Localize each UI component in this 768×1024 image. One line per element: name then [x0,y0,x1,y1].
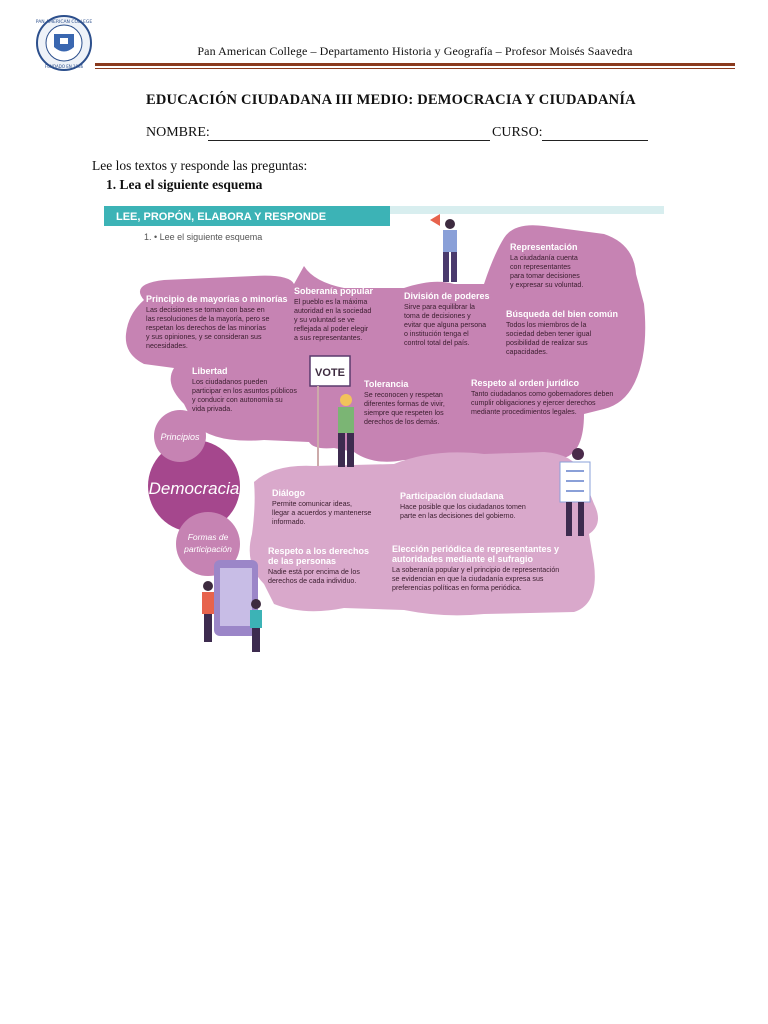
name-field-line[interactable] [208,140,490,141]
scheme-block-line: Permite comunicar ideas, [272,500,353,508]
question-1: 1. Lea el siguiente esquema [106,177,263,192]
scheme-block-line: Sirve para equilibrar la [404,303,475,311]
scheme-block-title: Búsqueda del bien común [506,309,619,319]
scheme-block-line: diferentes formas de vivir, [364,400,445,408]
scheme-block-line: reflejada al poder elegir [294,325,369,333]
democracy-label: Democracia [148,479,240,498]
scheme-block-line: derechos de los demás. [364,418,440,426]
step-text: 1. • Lee el siguiente esquema [144,232,263,242]
scheme-block-line: y expresar su voluntad. [510,281,584,289]
banner-text: LEE, PROPÓN, ELABORA Y RESPONDE [116,211,327,223]
forms-label-1: Formas de [187,532,229,542]
scheme-block-line: las resoluciones de la mayoría, pero se [146,315,270,323]
scheme-block-line: sociedad deben tener igual [506,330,592,338]
scheme-block-line: Todos los miembros de la [506,321,587,329]
scheme-block-line: con representantes [510,263,571,271]
scheme-block-line: preferencias políticas en forma periódica. [392,584,522,592]
scheme-block-line: Nadie está por encima de los [268,568,360,576]
name-label: NOMBRE: [146,125,210,140]
scheme-block-title: Tolerancia [364,379,409,389]
scheme-block-line: derechos de cada individuo. [268,577,357,585]
name-course-row [146,125,656,145]
college-logo [34,14,94,72]
header-text: Pan American College – Departamento Historia y Geografía – Profesor Moisés Saavedra [197,44,633,58]
scheme-block-line: respetan los derechos de las minorías [146,324,266,332]
scheme-block-line: parte en las decisiones del gobierno. [400,512,516,520]
scheme-block-title: Principio de mayorías o minorías [146,294,288,304]
scheme-block-line: se evidencian en que la ciudadanía expresa sus [392,575,544,583]
scheme-block-title: Participación ciudadana [400,491,504,501]
scheme-block-line: Se reconocen y respetan [364,391,443,399]
header-rule [95,63,735,66]
forms-label-2: participación [184,544,232,554]
scheme-block-title: Soberanía popular [294,286,374,296]
scheme-block-line: evitar que alguna persona [404,321,487,329]
scheme-block-line: La soberanía popular y el principio de representación [392,566,560,574]
scheme-block-line: llegar a acuerdos y mantenerse [272,509,372,517]
scheme-block-line: posibilidad de realizar sus [506,339,588,347]
scheme-block-line: cumplir obligaciones y ejercer derechos [471,399,596,407]
scheme-block-line: toma de decisiones y [404,312,471,320]
scheme-block-line: vida privada. [192,405,233,413]
scheme-block-line: La ciudadanía cuenta [510,254,578,262]
scheme-block-line: y conducir con autonomía su [192,396,283,404]
scheme-block-line: control total del país. [404,339,470,347]
scheme-block-line: siempre que respeten los [364,409,444,417]
header-rule-thin [95,68,735,69]
scheme-block-title: División de poderes [404,291,490,301]
scheme-block-line: El pueblo es la máxima [294,298,368,306]
scheme-block-title: autoridades mediante el sufragio [392,554,534,564]
scheme-block-line: y su voluntad se ve [294,316,355,324]
scheme-block-line: informado. [272,518,306,526]
vote-sign-text: VOTE [315,367,345,379]
scheme-block-line: participar en los asuntos públicos [192,387,297,395]
scheme-block-line: y sus opiniones, y se consideran sus [146,333,262,341]
scheme-block-title: Elección periódica de representantes y [392,544,560,554]
scheme-block-line: autoridad en la sociedad [294,307,372,315]
scheme-block-line: mediante procedimientos legales. [471,408,577,416]
course-label: CURSO: [492,125,543,140]
scheme-block-title: Representación [510,242,578,252]
scheme-block-line: a sus representantes. [294,334,363,342]
scheme-block-line: capacidades. [506,348,548,356]
scheme-block-line: Hace posible que los ciudadanos tomen [400,503,526,511]
course-field-line[interactable] [542,140,648,141]
scheme-block-line: para tomar decisiones [510,272,580,280]
scheme-svg [104,204,664,654]
principles-label: Principios [160,432,200,442]
banner-stripe [390,206,664,214]
scheme-block-title: Respeto a los derechos [268,546,370,556]
person-megaphone-illustration [430,214,457,282]
page-title: EDUCACIÓN CIUDADANA III MEDIO: DEMOCRACIA Y CIUDADANÍA [146,92,636,108]
logo-text-bottom: FUNDADO EN 1986 [44,64,84,69]
scheme-block-title: de las personas [268,556,337,566]
scheme-block-line: o institución tenga el [404,330,469,338]
scheme-block-line: Tanto ciudadanos como gobernadores deben [471,390,614,398]
instructions: Lee los textos y responde las preguntas: [92,158,308,173]
scheme-block-title: Libertad [192,366,228,376]
scheme-block-line: Las decisiones se toman con base en [146,306,265,314]
logo-text-top: PAN AMERICAN COLLEGE [35,20,93,25]
scheme-block-title: Respeto al orden jurídico [471,378,580,388]
democracy-scheme-image [104,204,664,654]
scheme-block-title: Diálogo [272,488,305,498]
scheme-block-line: Los ciudadanos pueden [192,378,268,386]
scheme-block-line: necesidades. [146,342,188,350]
